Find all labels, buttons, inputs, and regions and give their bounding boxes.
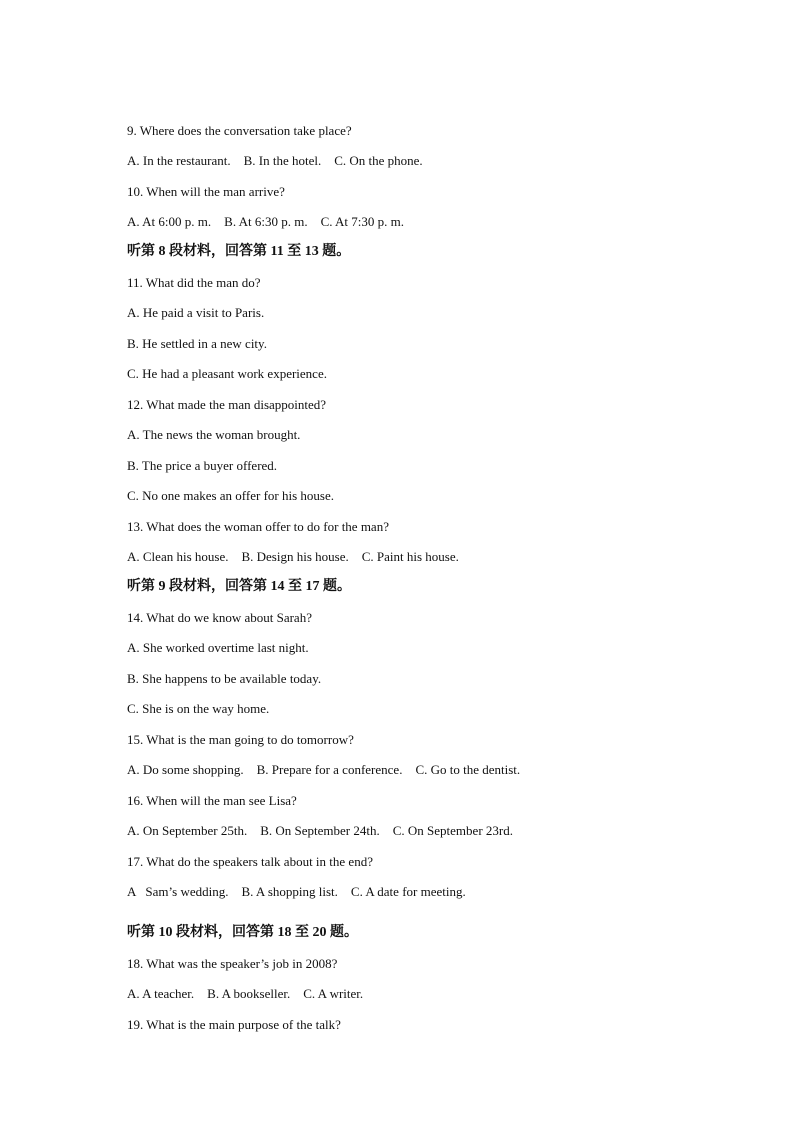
question-13: 13. What does the woman offer to do for the man? xyxy=(127,519,389,534)
question-12-option-b: B. The price a buyer offered. xyxy=(127,458,278,473)
question-15-options: A. Do some shopping. B. Prepare for a conference. C. Go to the dentist. xyxy=(127,762,521,777)
question-16: 16. When will the man see Lisa? xyxy=(127,793,297,808)
section-heading-10: 听第 10 段材料，回答第 18 至 20 题。 xyxy=(127,925,358,940)
question-18-options: A. A teacher. B. A bookseller. C. A writer. xyxy=(127,986,364,1001)
question-14-option-a: A. She worked overtime last night. xyxy=(127,640,309,655)
question-18: 18. What was the speaker’s job in 2008? xyxy=(127,956,338,971)
question-17-options: A Sam’s wedding. B. A shopping list. C. A date for meeting. xyxy=(127,884,466,899)
question-11: 11. What did the man do? xyxy=(127,275,261,290)
question-12-option-c: C. No one makes an offer for his house. xyxy=(127,488,334,503)
question-11-option-a: A. He paid a visit to Paris. xyxy=(127,305,265,320)
question-16-options: A. On September 25th. B. On September 24th. C. On September 23rd. xyxy=(127,823,513,838)
question-9-options: A. In the restaurant. B. In the hotel. C. On the phone. xyxy=(127,153,423,168)
question-14-option-b: B. She happens to be available today. xyxy=(127,671,322,686)
question-19: 19. What is the main purpose of the talk? xyxy=(127,1017,341,1032)
question-10-options: A. At 6:00 p. m. B. At 6:30 p. m. C. At 7:30 p. m. xyxy=(127,214,404,229)
question-11-option-b: B. He settled in a new city. xyxy=(127,336,267,351)
question-9: 9. Where does the conversation take place? xyxy=(127,123,352,138)
question-14: 14. What do we know about Sarah? xyxy=(127,610,312,625)
question-10: 10. When will the man arrive? xyxy=(127,184,285,199)
question-14-option-c: C. She is on the way home. xyxy=(127,701,270,716)
question-13-options: A. Clean his house. B. Design his house. C. Paint his house. xyxy=(127,549,459,564)
question-12: 12. What made the man disappointed? xyxy=(127,397,327,412)
question-15: 15. What is the man going to do tomorrow? xyxy=(127,732,354,747)
section-heading-8: 听第 8 段材料，回答第 11 至 13 题。 xyxy=(127,244,351,259)
question-11-option-c: C. He had a pleasant work experience. xyxy=(127,366,327,381)
question-17: 17. What do the speakers talk about in the end? xyxy=(127,854,373,869)
section-heading-9: 听第 9 段材料，回答第 14 至 17 题。 xyxy=(127,579,351,594)
question-12-option-a: A. The news the woman brought. xyxy=(127,427,301,442)
